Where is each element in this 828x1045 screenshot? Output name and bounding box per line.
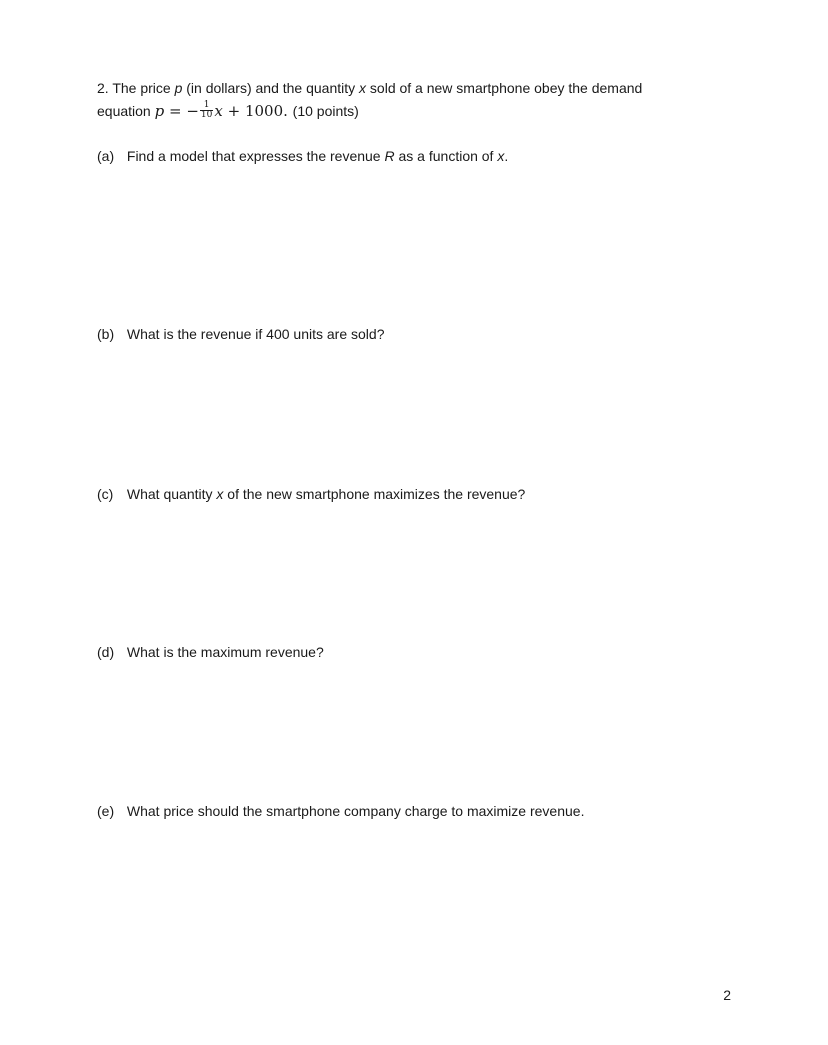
part-label: (a)	[97, 148, 115, 164]
demand-equation	[154, 99, 293, 120]
part-a	[97, 147, 508, 165]
part-label: (d)	[97, 644, 115, 660]
part-e	[97, 802, 584, 820]
part-label: (b)	[97, 326, 115, 342]
problem-text: The price	[112, 80, 171, 96]
part-text: Find a model that expresses the revenue	[126, 148, 381, 164]
part-text: What is the maximum revenue?	[126, 644, 324, 660]
equation-lhs: p	[154, 102, 165, 120]
fraction-denominator: 10	[200, 109, 213, 120]
problem-text: equation	[97, 103, 151, 119]
variable-p: p	[174, 80, 183, 96]
variable-x: x	[359, 80, 367, 96]
part-label: (e)	[97, 803, 115, 819]
part-text: .	[504, 148, 509, 164]
variable-r: R	[384, 148, 395, 164]
part-d	[97, 643, 324, 661]
points-label: (10 points)	[292, 103, 359, 119]
equation-rest: + 1000.	[227, 102, 288, 120]
part-text: What is the revenue if 400 units are sold?	[126, 326, 385, 342]
part-text: What price should the smartphone company charge to maximize revenue.	[126, 803, 585, 819]
problem-text: (in dollars) and the quantity	[186, 80, 356, 96]
fraction-numerator: 1	[200, 101, 213, 111]
problem-text: sold of a new smartphone obey the demand	[369, 80, 643, 96]
problem-statement-line1	[97, 79, 642, 97]
part-b	[97, 325, 384, 343]
part-label: (c)	[97, 486, 114, 502]
variable-x: x	[216, 486, 224, 502]
part-text: What quantity	[126, 486, 213, 502]
equation-fraction	[200, 101, 213, 120]
page-number: 2	[723, 987, 731, 1003]
part-c	[97, 485, 525, 503]
equation-sign: = −	[169, 102, 199, 120]
problem-number: 2.	[97, 80, 109, 96]
equation-variable: x	[214, 102, 223, 120]
part-text: as a function of	[398, 148, 494, 164]
problem-statement-line2	[97, 99, 359, 122]
variable-x: x	[497, 148, 505, 164]
part-text: of the new smartphone maximizes the revenue?	[227, 486, 526, 502]
